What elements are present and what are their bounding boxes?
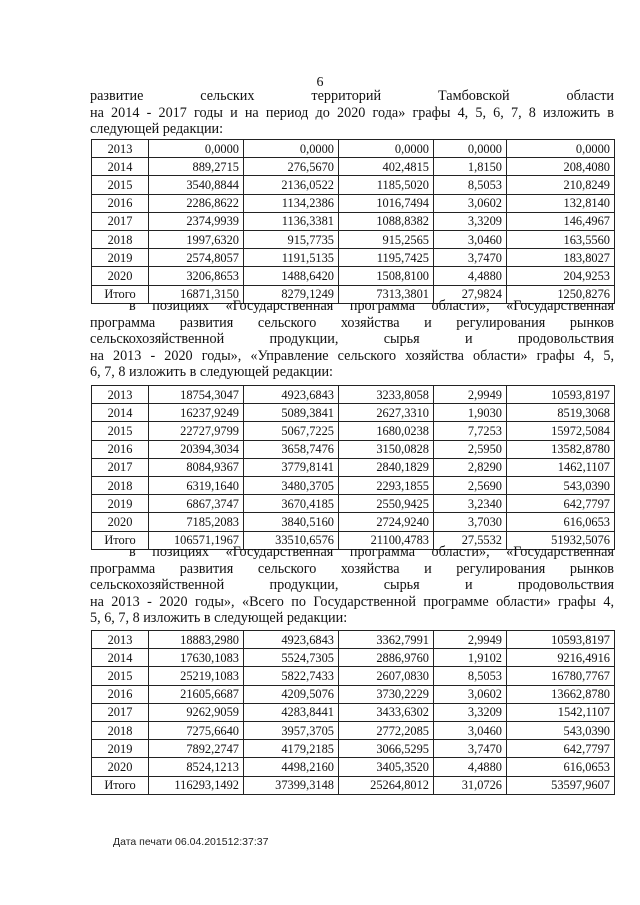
value-cell: 3,0602 (434, 194, 507, 212)
table-row (92, 685, 615, 703)
row-label-cell: 2015 (92, 176, 149, 194)
table-row (92, 194, 615, 212)
text-line: сельскохозяйственной продукции, сырья и продовольствия (90, 577, 614, 594)
value-cell: 2886,9760 (339, 649, 434, 667)
section-1-text (90, 88, 614, 138)
table-row (92, 404, 615, 422)
value-cell: 7,7253 (434, 422, 507, 440)
row-label-cell: 2020 (92, 758, 149, 776)
value-cell: 3,0460 (434, 721, 507, 739)
value-cell: 616,0653 (507, 758, 615, 776)
table-row (92, 758, 615, 776)
value-cell: 4209,5076 (244, 685, 339, 703)
value-cell: 642,7797 (507, 495, 615, 513)
value-cell: 22727,9799 (149, 422, 244, 440)
value-cell: 4923,6843 (244, 386, 339, 404)
value-cell: 6867,3747 (149, 495, 244, 513)
value-cell: 5524,7305 (244, 649, 339, 667)
value-cell: 1016,7494 (339, 194, 434, 212)
value-cell: 3,2340 (434, 495, 507, 513)
value-cell: 37399,3148 (244, 776, 339, 794)
value-cell: 2286,8622 (149, 194, 244, 212)
value-cell: 6319,1640 (149, 476, 244, 494)
value-cell: 2840,1829 (339, 458, 434, 476)
value-cell: 0,0000 (149, 140, 244, 158)
value-cell: 1680,0238 (339, 422, 434, 440)
row-label-cell: Итого (92, 285, 149, 303)
value-cell: 9216,4916 (507, 649, 615, 667)
table-row (92, 649, 615, 667)
value-cell: 543,0390 (507, 476, 615, 494)
value-cell: 2,9949 (434, 386, 507, 404)
text-line: на 2014 - 2017 годы и на период до 2020 года» графы 4, 5, 6, 7, 8 изложить в (90, 104, 614, 121)
value-cell: 1088,8382 (339, 212, 434, 230)
value-cell: 1542,1107 (507, 703, 615, 721)
value-cell: 3779,8141 (244, 458, 339, 476)
value-cell: 0,0000 (507, 140, 615, 158)
text-line: в позициях «Государственная программа области», «Государственная (129, 298, 614, 314)
row-label-cell: 2013 (92, 386, 149, 404)
value-cell: 1191,5135 (244, 249, 339, 267)
value-cell: 2,9949 (434, 631, 507, 649)
value-cell: 7275,6640 (149, 721, 244, 739)
row-label-cell: 2019 (92, 249, 149, 267)
value-cell: 0,0000 (244, 140, 339, 158)
value-cell: 5089,3841 (244, 404, 339, 422)
value-cell: 1185,5020 (339, 176, 434, 194)
value-cell: 3362,7991 (339, 631, 434, 649)
value-cell: 16871,3150 (149, 285, 244, 303)
value-cell: 132,8140 (507, 194, 615, 212)
value-cell: 21100,4783 (339, 531, 434, 549)
value-cell: 1134,2386 (244, 194, 339, 212)
value-cell: 915,7735 (244, 230, 339, 248)
text-line: развитие сельских территорий Тамбовской области (90, 88, 614, 104)
value-cell: 543,0390 (507, 721, 615, 739)
value-cell: 5067,7225 (244, 422, 339, 440)
value-cell: 2607,0830 (339, 667, 434, 685)
table-row (92, 776, 615, 794)
value-cell: 210,8249 (507, 176, 615, 194)
text-line: программа развития сельского хозяйства и регулирования рынков (90, 560, 614, 577)
row-label-cell: 2013 (92, 631, 149, 649)
value-cell: 276,5670 (244, 158, 339, 176)
table-row (92, 386, 615, 404)
row-label-cell: 2017 (92, 212, 149, 230)
value-cell: 13662,8780 (507, 685, 615, 703)
table-body (92, 386, 615, 550)
value-cell: 1136,3381 (244, 212, 339, 230)
value-cell: 3730,2229 (339, 685, 434, 703)
data-table-1 (91, 139, 615, 304)
row-label-cell: 2015 (92, 667, 149, 685)
value-cell: 18883,2980 (149, 631, 244, 649)
table-row (92, 440, 615, 458)
value-cell: 4283,8441 (244, 703, 339, 721)
value-cell: 2136,0522 (244, 176, 339, 194)
table-body (92, 631, 615, 795)
value-cell: 3,7470 (434, 740, 507, 758)
value-cell: 1195,7425 (339, 249, 434, 267)
row-label-cell: 2018 (92, 230, 149, 248)
row-label-cell: 2014 (92, 404, 149, 422)
row-label-cell: 2016 (92, 685, 149, 703)
value-cell: 33510,6576 (244, 531, 339, 549)
table-row (92, 249, 615, 267)
value-cell: 3480,3705 (244, 476, 339, 494)
value-cell: 4498,2160 (244, 758, 339, 776)
value-cell: 2293,1855 (339, 476, 434, 494)
value-cell: 1488,6420 (244, 267, 339, 285)
table-row (92, 230, 615, 248)
value-cell: 21605,6687 (149, 685, 244, 703)
table-row (92, 703, 615, 721)
value-cell: 2374,9939 (149, 212, 244, 230)
value-cell: 51932,5076 (507, 531, 615, 549)
value-cell: 402,4815 (339, 158, 434, 176)
value-cell: 3233,8058 (339, 386, 434, 404)
value-cell: 13582,8780 (507, 440, 615, 458)
value-cell: 4179,2185 (244, 740, 339, 758)
value-cell: 8519,3068 (507, 404, 615, 422)
table-row (92, 267, 615, 285)
value-cell: 208,4080 (507, 158, 615, 176)
value-cell: 1508,8100 (339, 267, 434, 285)
value-cell: 915,2565 (339, 230, 434, 248)
value-cell: 7313,3801 (339, 285, 434, 303)
value-cell: 31,0726 (434, 776, 507, 794)
value-cell: 8,5053 (434, 667, 507, 685)
row-label-cell: 2017 (92, 458, 149, 476)
row-label-cell: 2014 (92, 158, 149, 176)
row-label-cell: 2018 (92, 476, 149, 494)
text-line: 5, 6, 7, 8 изложить в следующей редакции: (90, 610, 348, 627)
value-cell: 8,5053 (434, 176, 507, 194)
table-row (92, 631, 615, 649)
value-cell: 3957,3705 (244, 721, 339, 739)
value-cell: 16237,9249 (149, 404, 244, 422)
row-label-cell: 2020 (92, 513, 149, 531)
value-cell: 2,5950 (434, 440, 507, 458)
value-cell: 8524,1213 (149, 758, 244, 776)
value-cell: 183,8027 (507, 249, 615, 267)
text-line: в позициях «Государственная программа области», «Государственная (129, 544, 614, 560)
value-cell: 4,4880 (434, 267, 507, 285)
value-cell: 146,4967 (507, 212, 615, 230)
table-row (92, 212, 615, 230)
value-cell: 25219,1083 (149, 667, 244, 685)
data-table-2 (91, 385, 615, 550)
value-cell: 3658,7476 (244, 440, 339, 458)
row-label-cell: 2016 (92, 194, 149, 212)
value-cell: 10593,8197 (507, 631, 615, 649)
value-cell: 2574,8057 (149, 249, 244, 267)
row-label-cell: 2013 (92, 140, 149, 158)
value-cell: 2,5690 (434, 476, 507, 494)
table-row (92, 476, 615, 494)
value-cell: 17630,1083 (149, 649, 244, 667)
table-body (92, 140, 615, 304)
value-cell: 163,5560 (507, 230, 615, 248)
value-cell: 18754,3047 (149, 386, 244, 404)
text-line: следующей редакции: (90, 121, 224, 138)
table-row (92, 458, 615, 476)
row-label-cell: 2017 (92, 703, 149, 721)
table-row (92, 495, 615, 513)
value-cell: 53597,9607 (507, 776, 615, 794)
row-label-cell: 2020 (92, 267, 149, 285)
value-cell: 3150,0828 (339, 440, 434, 458)
value-cell: 1,9030 (434, 404, 507, 422)
value-cell: 1250,8276 (507, 285, 615, 303)
text-line: сельскохозяйственной продукции, сырья и продовольствия (90, 331, 614, 348)
value-cell: 2627,3310 (339, 404, 434, 422)
value-cell: 1997,6320 (149, 230, 244, 248)
value-cell: 4,4880 (434, 758, 507, 776)
row-label-cell: Итого (92, 531, 149, 549)
table-row (92, 422, 615, 440)
value-cell: 3670,4185 (244, 495, 339, 513)
value-cell: 27,5532 (434, 531, 507, 549)
value-cell: 2,8290 (434, 458, 507, 476)
value-cell: 20394,3034 (149, 440, 244, 458)
value-cell: 106571,1967 (149, 531, 244, 549)
value-cell: 8279,1249 (244, 285, 339, 303)
value-cell: 3,7030 (434, 513, 507, 531)
value-cell: 5822,7433 (244, 667, 339, 685)
table-row (92, 513, 615, 531)
table-row (92, 667, 615, 685)
value-cell: 16780,7767 (507, 667, 615, 685)
value-cell: 9262,9059 (149, 703, 244, 721)
text-line: на 2013 - 2020 годы», «Управление сельского хозяйства области» графы 4, 5, (90, 347, 614, 364)
value-cell: 3,3209 (434, 703, 507, 721)
value-cell: 8084,9367 (149, 458, 244, 476)
row-label-cell: 2018 (92, 721, 149, 739)
value-cell: 204,9253 (507, 267, 615, 285)
row-label-cell: 2016 (92, 440, 149, 458)
page-number: 6 (316, 75, 324, 90)
value-cell: 2550,9425 (339, 495, 434, 513)
table-row (92, 158, 615, 176)
value-cell: 3066,5295 (339, 740, 434, 758)
value-cell: 0,0000 (434, 140, 507, 158)
value-cell: 10593,8197 (507, 386, 615, 404)
value-cell: 889,2715 (149, 158, 244, 176)
value-cell: 3540,8844 (149, 176, 244, 194)
value-cell: 0,0000 (339, 140, 434, 158)
section-3-text (90, 544, 614, 627)
value-cell: 15972,5084 (507, 422, 615, 440)
value-cell: 3,7470 (434, 249, 507, 267)
row-label-cell: 2019 (92, 740, 149, 758)
value-cell: 3206,8653 (149, 267, 244, 285)
value-cell: 2772,2085 (339, 721, 434, 739)
value-cell: 1462,1107 (507, 458, 615, 476)
value-cell: 616,0653 (507, 513, 615, 531)
value-cell: 1,8150 (434, 158, 507, 176)
row-label-cell: 2019 (92, 495, 149, 513)
value-cell: 4923,6843 (244, 631, 339, 649)
value-cell: 3,0460 (434, 230, 507, 248)
value-cell: 25264,8012 (339, 776, 434, 794)
table-row (92, 176, 615, 194)
value-cell: 642,7797 (507, 740, 615, 758)
value-cell: 3,0602 (434, 685, 507, 703)
table-row (92, 140, 615, 158)
value-cell: 27,9824 (434, 285, 507, 303)
value-cell: 7892,2747 (149, 740, 244, 758)
text-line: программа развития сельского хозяйства и регулирования рынков (90, 314, 614, 331)
row-label-cell: 2014 (92, 649, 149, 667)
value-cell: 3,3209 (434, 212, 507, 230)
table-row (92, 740, 615, 758)
print-date: Дата печати 06.04.201512:37:37 (113, 836, 269, 848)
table-row (92, 721, 615, 739)
value-cell: 3433,6302 (339, 703, 434, 721)
section-2-text (90, 298, 614, 381)
value-cell: 3840,5160 (244, 513, 339, 531)
data-table-3 (91, 630, 615, 795)
text-line: на 2013 - 2020 годы», «Всего по Государственной программе области» графы 4, (90, 593, 614, 610)
value-cell: 2724,9240 (339, 513, 434, 531)
text-line: 6, 7, 8 изложить в следующей редакции: (90, 364, 333, 381)
value-cell: 7185,2083 (149, 513, 244, 531)
row-label-cell: 2015 (92, 422, 149, 440)
value-cell: 1,9102 (434, 649, 507, 667)
row-label-cell: Итого (92, 776, 149, 794)
value-cell: 116293,1492 (149, 776, 244, 794)
value-cell: 3405,3520 (339, 758, 434, 776)
